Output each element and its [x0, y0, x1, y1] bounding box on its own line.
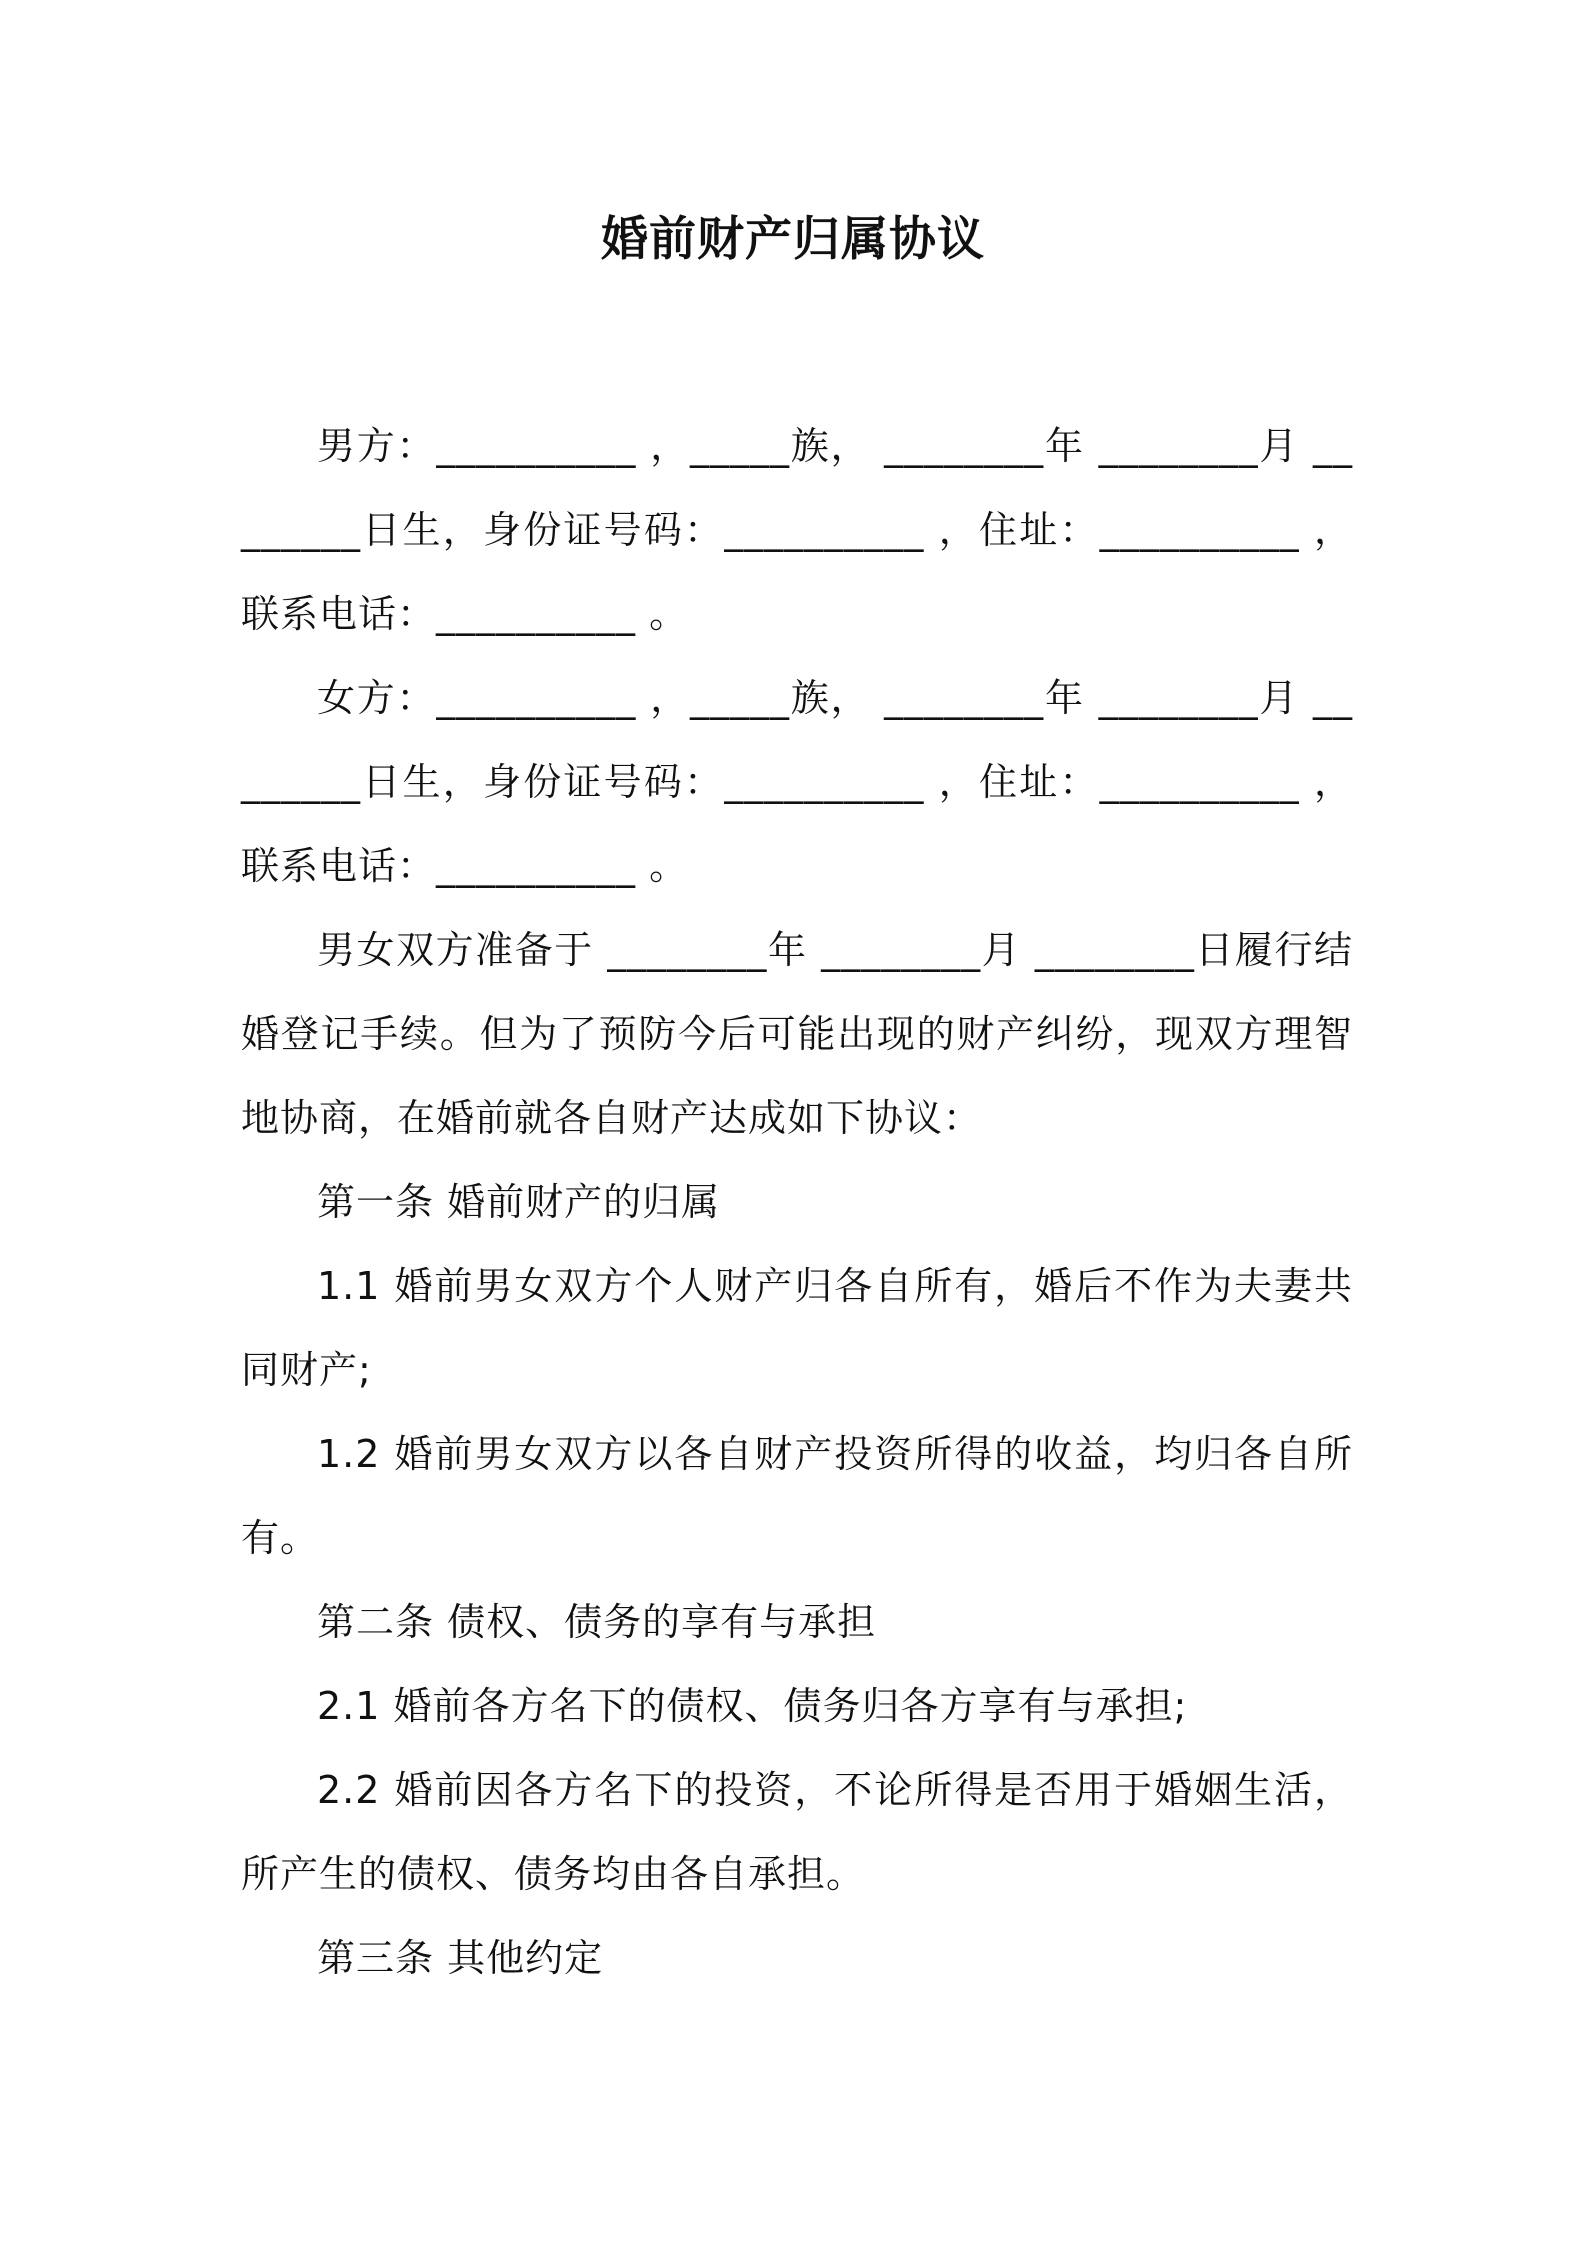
document-body: [241, 404, 1353, 2000]
clause-1-2: 1.2 婚前男女双方以各自财产投资所得的收益，均归各自所有。: [241, 1432, 1353, 1560]
marriage-registration-paragraph: 男女双方准备于 ________年 ________月 ________日履行结婚登记手续。但为了预防今后可能出现的财产纠纷，现双方理智地协商，在婚前就各自财产达成如下协议：: [241, 928, 1353, 1140]
female-party-paragraph: 女方：__________ ，_____族， ________年 ________月 ________日生，身份证号码：__________ ，住址：__________ ，联系电话：__________ 。: [241, 676, 1353, 888]
clause-1-1: 1.1 婚前男女双方个人财产归各自所有，婚后不作为夫妻共同财产;: [241, 1264, 1353, 1392]
article-3-heading: 第三条 其他约定: [317, 1936, 604, 1980]
article-2-heading: 第二条 债权、债务的享有与承担: [317, 1600, 877, 1644]
clause-2-2: 2.2 婚前因各方名下的投资，不论所得是否用于婚姻生活，所产生的债权、债务均由各自承担。: [241, 1768, 1353, 1896]
clause-2-1: 2.1 婚前各方名下的债权、债务归各方享有与承担;: [317, 1684, 1188, 1728]
male-party-paragraph: 男方：__________ ，_____族， ________年 ________月 ________日生，身份证号码：__________ ，住址：__________ ，联系电话：__________ 。: [241, 424, 1353, 636]
article-1-heading: 第一条 婚前财产的归属: [317, 1180, 721, 1224]
document-title: 婚前财产归属协议: [601, 212, 985, 267]
